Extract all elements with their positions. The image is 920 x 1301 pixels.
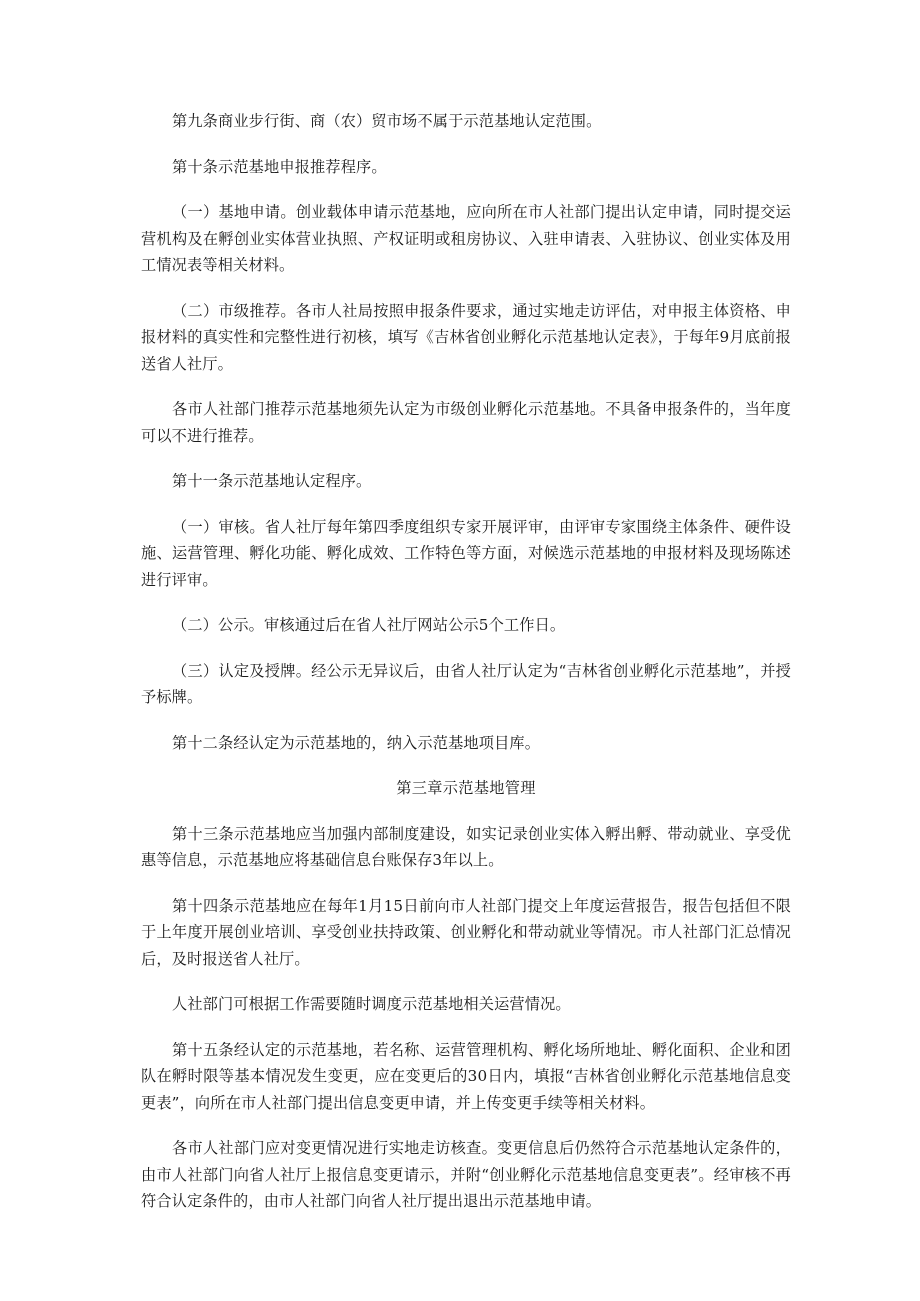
article-11-item-2-paragraph: （二）公示。审核通过后在省人社厅网站公示5个工作日。 [172,616,566,634]
article-10-item-1-paragraph: （一）基地申请。创业载体申请示范基地，应向所在市人社部门提出认定申请，同时提交运营机构及在孵创业实体营业执照、产权证明或租房协议、入驻申请表、入驻协议、创业实体及用工情况表等相关材料。 [141,203,791,274]
article-12-paragraph: 第十二条经认定为示范基地的，纳入示范基地项目库。 [172,733,541,752]
article-15-note-paragraph: 各市人社部门应对变更情况进行实地走访核查。变更信息后仍然符合示范基地认定条件的，由市人社部门向省人社厅上报信息变更请示，并附“创业孵化示范基地信息变更表”。经审核不再符合认定条件的，由市人社部门向省人社厅提出退出示范基地申请。 [141,1139,791,1210]
article-11-item-3-paragraph: （三）认定及授牌。经公示无异议后，由省人社厅认定为“吉林省创业孵化示范基地”，并授予标牌。 [141,661,791,706]
article-15-paragraph: 第十五条经认定的示范基地，若名称、运营管理机构、孵化场所地址、孵化面积、企业和团队在孵时限等基本情况发生变更，应在变更后的30日内，填报“吉林省创业孵化示范基地信息变更表”，向所在市人社部门提出信息变更申请，并上传变更手续等相关材料。 [141,1040,791,1112]
article-10-item-2-paragraph: （二）市级推荐。各市人社局按照申报条件要求，通过实地走访评估，对申报主体资格、申报材料的真实性和完整性进行初核，填写《吉林省创业孵化示范基地认定表》，于每年9月底前报送省人社厅。 [141,301,791,373]
article-11-item-1-paragraph: （一）审核。省人社厅每年第四季度组织专家开展评审，由评审专家围绕主体条件、硬件设施、运营管理、孵化功能、孵化成效、工作特色等方面，对候选示范基地的申报材料及现场陈述进行评审。 [141,517,791,589]
article-11-paragraph: 第十一条示范基地认定程序。 [172,472,372,490]
article-14-note-paragraph: 人社部门可根据工作需要随时调度示范基地相关运营情况。 [172,995,571,1013]
article-13-paragraph: 第十三条示范基地应当加强内部制度建设，如实记录创业实体入孵出孵、带动就业、享受优惠等信息，示范基地应将基础信息台账保存3年以上。 [141,824,791,869]
chapter-heading: 第三章示范基地管理 [396,779,536,797]
document-page [141,108,791,1234]
article-10-paragraph: 第十条示范基地申报推荐程序。 [172,157,387,176]
article-10-note-paragraph: 各市人社部门推荐示范基地须先认定为市级创业孵化示范基地。不具备申报条件的，当年度可以不进行推荐。 [141,400,791,445]
article-9-paragraph: 第九条商业步行街、商（农）贸市场不属于示范基地认定范围。 [172,112,602,130]
article-14-paragraph: 第十四条示范基地应在每年1月15日前向市人社部门提交上年度运营报告，报告包括但不限于上年度开展创业培训、享受创业扶持政策、创业孵化和带动就业等情况。市人社部门汇总情况后，及时报送省人社厅。 [141,896,791,968]
